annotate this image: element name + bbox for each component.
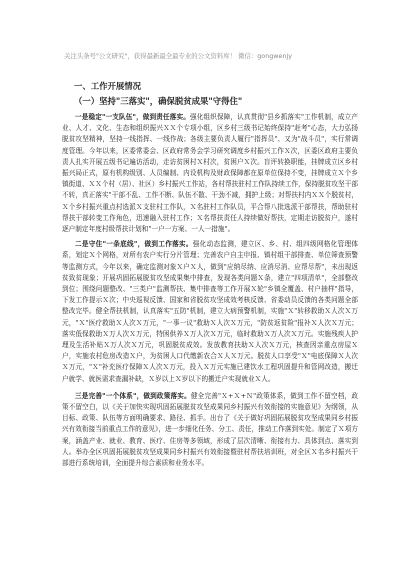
paragraph-lead: 二是守住"一条底线"，做到工作落实。: [75, 240, 193, 249]
paragraph-lead: 三是完善"一个体系"，做到政策落实。: [75, 391, 191, 400]
document-body: [62, 80, 358, 471]
paragraph-body: 健全完善"Ｘ+Ｘ+Ｎ"政策体系，做到工作不留空档，政策不留空白，以《关于加快实现巩固拓展脱贫攻坚成果同乡村振兴有效衔接的实施意见》为纲领，从目标、政策、队伍等方面明确要求、路径、抓手。出台了《关于做好巩固拓展脱贫攻坚成果同乡村振兴有效衔接当前重点工作的意见》，进一步细化任务、分工、责任，推动工作落到实处。制定了Ｘ项方案，涵盖产业、就业、教育、医疗、住房等多领域，形成了层次清晰、衔接有力、具体到点、落实到人。举办全区巩固拓展脱贫攻坚成果同乡村振兴有效衔接暨驻村帮扶培训班，对全区Ｘ名乡村振兴干部进行系统培训，全面提升综合素质和业务水平。: [62, 391, 358, 468]
paragraph-body: 强化组织保障，认真贯彻"县乡抓落实"工作机制，成立产业、人才、文化、生态和组织振兴ＸＸ个专项小组，区乡村三级书记始终保持"赶考"心态，大力弘扬脱贫攻坚精神，坚持一线指挥、一线作战；各级主要负责人履行"指挥员"、又为"战斗员"，实行常调度管理。今年以来，区委常委会、区政府常务会学习研究调度乡村振兴工作Ｘ次，区委区政府主要负责人扎实开展五级书记遍访活动，走访贫困村Ｘ村次，贫困户Ｘ次。盲评转换职能，挂牌成立区乡村振兴局正式，原有机构级别、人员编制、内设机构及财政保障都在原单位保持不变，挂牌成立Ｘ个乡镇街道、ＸＸ个村（居）、社区）乡村振兴工作站，各村帮扶驻村工作队持续工作，保持脱贫攻坚干部不转，真正落实"干部不乱、工作不断、队伍不散、干劲不减，拥护上级；对帮扶村内ＸＸ个脱贫村，Ｘ个乡村振兴重点村选派Ｘ支驻村工作队，Ｘ名驻村工作队员，平合帮八批选派干部帮扶，帮助驻村帮扶干部转变工作角色，迅速融入驻村工作；Ｘ名帮扶责任人持续做好帮扶，定期走访脱贫户，遂村逐户制定年度村级帮扶计划和"一户一方案、一人一措施"。: [62, 113, 358, 234]
paragraph-work-implementation: [62, 239, 358, 385]
subsection-heading: （一）坚持"三落实"，确保脱贫成果"守得住": [74, 96, 243, 106]
paragraph-body: 强化动态监测，建立区、乡、村、组四级网格化管理体系，划定Ｘ个网格，对所有农户实行分片管理；完善农户自主申报、镇村组干部排查、单位筛查预警等监测方式，今年以来，确定监测对象Ｘ户Ｘ人，做到"应纳尽纳、应消尽消、应帮尽帮"，未出现返贫致贫现象；开展巩固拓展脱贫攻坚成果集中排查，发现各类问题Ｘ条，建立"四项清单"，全部整改到位；围绕问题整改、"三类户"监测帮扶、集中排查等工作开展Ｘ轮"乡镇全覆盖、村户抽样"指导，下发工作提示Ｘ次；中央巡视反馈、国家和省脱贫攻坚成效考核反馈、省委动员反馈的各类问题全部整改完毕。健全帮扶机制，认真落实"五防"机制，建立大病预警机制，实施"Ｘ"转移救助Ｘ人次Ｘ万元，"Ｘ"医疗救助Ｘ人次Ｘ万元，"一事一议"救助Ｘ人次Ｘ万元，"防贫返贫险"报补Ｘ人次Ｘ万元；落实低保救助Ｘ万人次Ｘ万元，特困供养Ｘ万人次Ｘ万元，临时救助Ｘ万人次Ｘ万元。实施残疾人护理及生活补贴Ｘ万人次Ｘ万元，巩固脱贫成效。发放教育扶助Ｘ人次Ｘ万元，核查因亲重点房屋Ｘ户，实施农村危房改造Ｘ户，为贫困人口代缴新农合Ｘ人Ｘ万元。脱贫人口享受"Ｘ"电底保障Ｘ人次Ｘ万元，"Ｘ"补充医疗保障Ｘ人次Ｘ万元，投入Ｘ万元实施已建饮水工程巩固提升和管网改造，搬迁户就学、就医需求查漏补缺，Ｘ岁以上Ｘ岁以下的搬迁户实现就业Ｘ人。: [62, 240, 358, 383]
section-heading: 一、工作开展情况: [74, 81, 141, 91]
paragraph-lead: 一是稳定"一支队伍"，做到责任落实。: [75, 113, 190, 121]
paragraph-policy-implementation: [62, 391, 358, 469]
watermark-banner: 关注头条号"公文研究"，获得最新最全最专业的公文资料库！ 微信：gongwenjy: [64, 52, 293, 60]
paragraph-responsibility: [62, 112, 358, 235]
